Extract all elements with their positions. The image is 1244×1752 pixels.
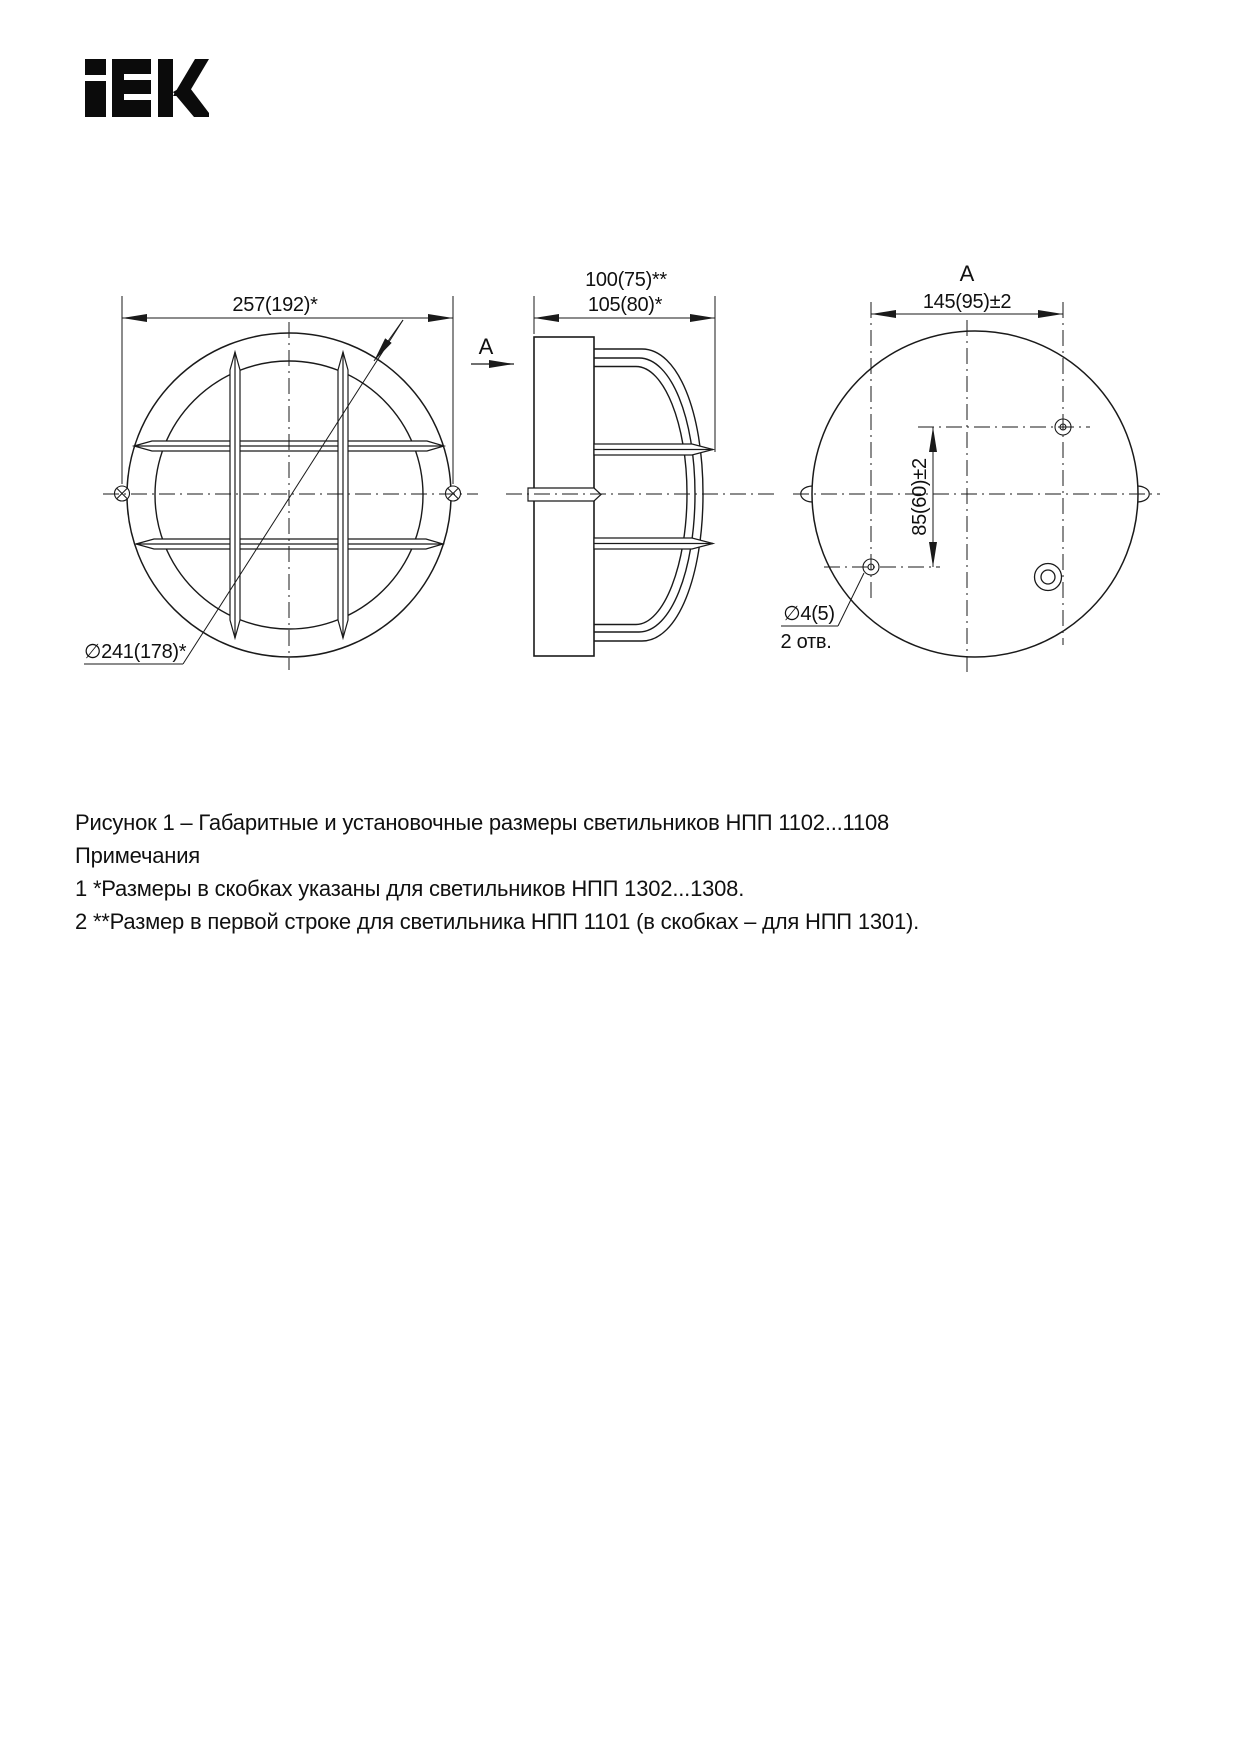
technical-drawing xyxy=(0,0,1244,780)
front-diameter-label: ∅241(178)* xyxy=(84,641,187,663)
front-width-dimension xyxy=(122,296,453,484)
figure-caption-block xyxy=(75,806,1185,938)
front-width-label: 257(192)* xyxy=(232,294,318,316)
rear-hspacing-label: 145(95)±2 xyxy=(922,291,1012,313)
front-diameter-leader xyxy=(84,320,403,664)
side-depth-label-bottom: 105(80)* xyxy=(587,294,663,316)
front-view xyxy=(84,296,478,670)
hole-count-label: 2 отв. xyxy=(780,631,832,653)
note-1: 1 *Размеры в скобках указаны для светильников НПП 1302...1308. xyxy=(75,876,745,901)
figure-caption: Рисунок 1 – Габаритные и установочные размеры светильников НПП 1102...1108 xyxy=(75,810,890,835)
side-depth-label-top: 100(75)** xyxy=(585,269,667,291)
iek-logo xyxy=(85,59,209,117)
notes-title: Примечания xyxy=(75,843,201,868)
rear-view xyxy=(781,302,1160,672)
note-2: 2 **Размер в первой строке для светильника НПП 1101 (в скобках – для НПП 1301). xyxy=(75,909,920,934)
section-label: A xyxy=(478,334,494,359)
rear-view-title: A xyxy=(959,261,975,286)
rear-vspacing-label: 85(60)±2 xyxy=(909,458,931,536)
dome-profiles xyxy=(594,349,703,641)
hole-diameter-label: ∅4(5) xyxy=(783,603,835,625)
cable-entry xyxy=(1035,564,1062,591)
side-view xyxy=(471,296,778,656)
rear-centerlines xyxy=(793,302,1160,672)
